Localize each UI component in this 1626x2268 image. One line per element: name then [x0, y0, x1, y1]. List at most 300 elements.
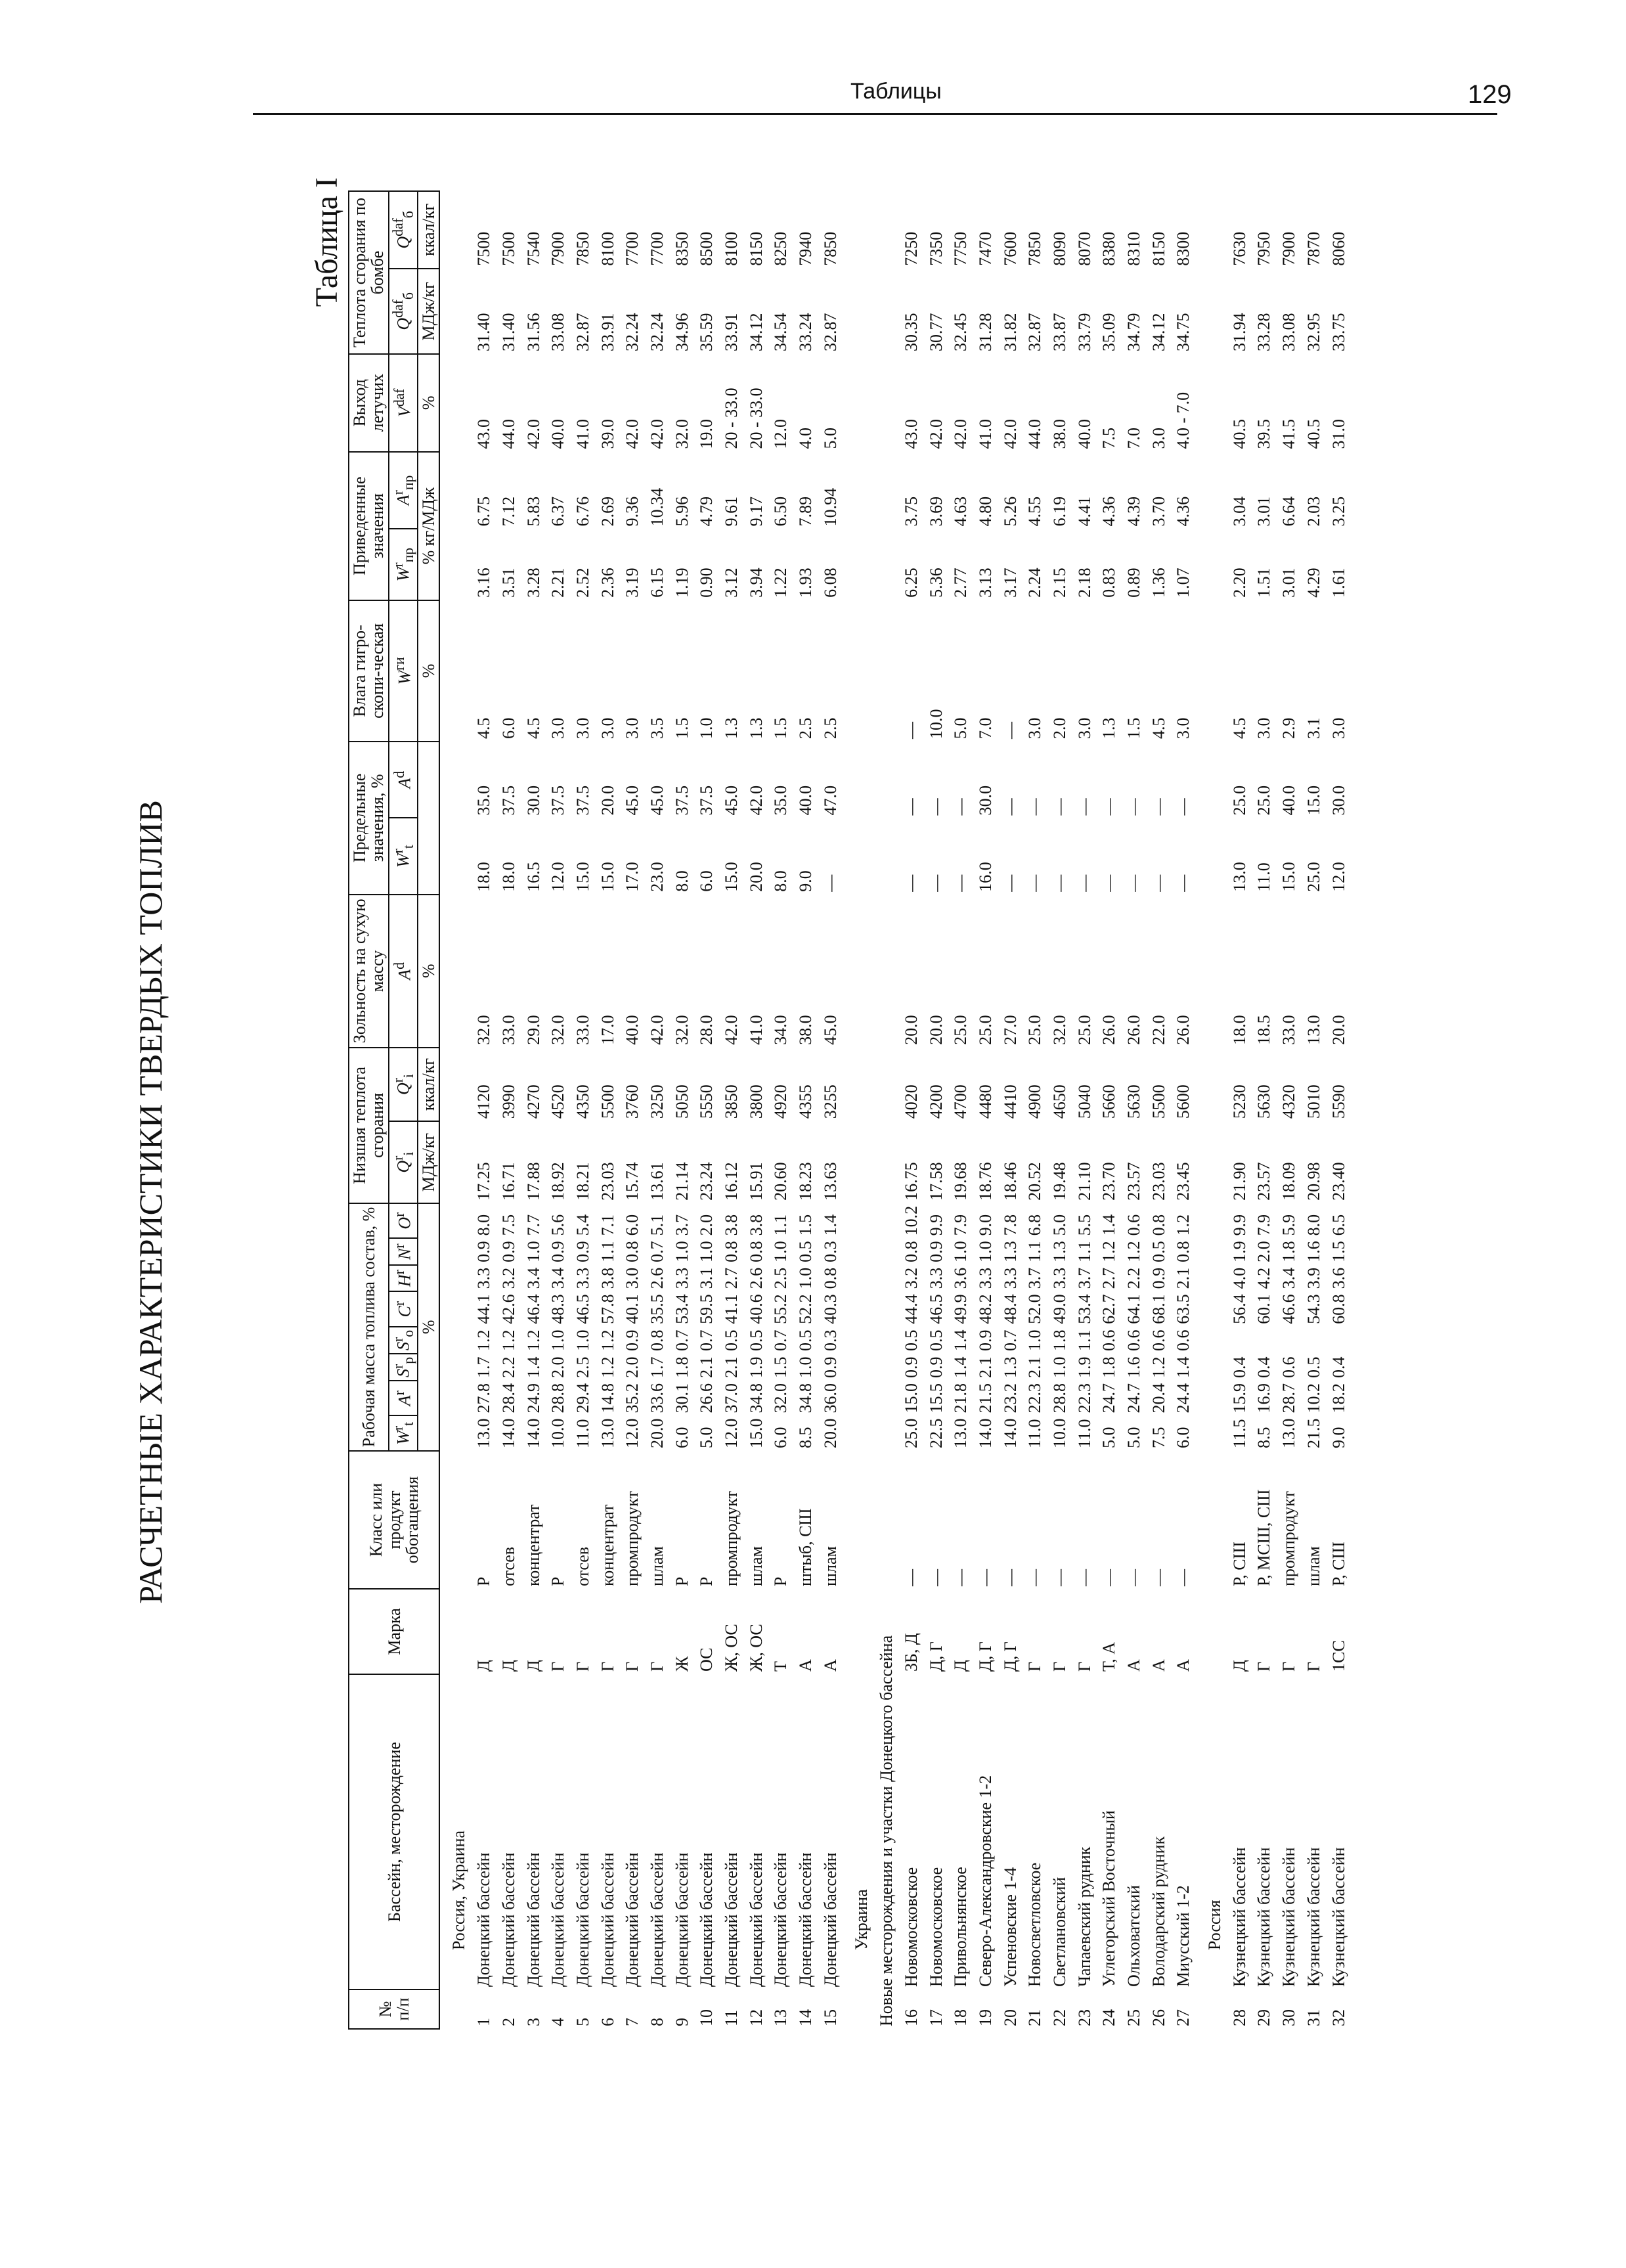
table-cell: 43.0 [474, 419, 494, 449]
table-cell: 31.56 [523, 313, 543, 351]
table-cell: Светлановский [1049, 1877, 1069, 1987]
table-cell: 5.0 [697, 1427, 716, 1448]
table-cell: 27.8 [474, 1383, 494, 1413]
table-cell: 4.79 [697, 496, 716, 527]
table-cell: 55.2 [771, 1294, 791, 1324]
table-row [818, 191, 843, 2029]
table-cell: 6.76 [573, 496, 592, 527]
col-volatile: Выход летучих [349, 354, 389, 452]
table-cell: 13.0 [474, 1418, 494, 1448]
table-cell: Чапаевский рудник [1074, 1846, 1094, 1987]
table-cell: 3255 [820, 1084, 840, 1119]
table-cell: 32.45 [951, 313, 971, 351]
table-row [924, 191, 949, 2029]
table-cell: 10.0 [1049, 1418, 1069, 1448]
table-cell: Р, СШ [1229, 1542, 1249, 1586]
table-cell: 6.0 [1174, 1427, 1193, 1448]
table-cell: 6.75 [474, 496, 494, 527]
table-cell: 2.5 [771, 1267, 791, 1289]
table-cell: 25.0 [1229, 785, 1249, 816]
table-cell: 38.0 [1049, 419, 1069, 449]
table-cell: 4270 [523, 1084, 543, 1119]
table-cell: 1.36 [1149, 567, 1168, 598]
table-cell: Миусский 1-2 [1174, 1885, 1193, 1987]
table-cell: 34.96 [672, 313, 692, 351]
table-cell: 22.3 [1025, 1383, 1045, 1413]
table-cell: 2.1 [1025, 1356, 1045, 1378]
table-cell: 21.5 [975, 1383, 995, 1413]
table-cell: 0.8 [746, 1241, 766, 1262]
table-cell: — [951, 874, 971, 892]
col-num: № п/п [349, 1990, 439, 2029]
table-cell: 1.8 [1279, 1241, 1299, 1262]
table-cell: 3.7 [672, 1214, 692, 1236]
table-cell: 29.0 [523, 1015, 543, 1045]
sym-h: $H^r$ [389, 1265, 418, 1292]
table-cell: Новосветловское [1025, 1862, 1045, 1987]
table-cell: 4.36 [1099, 496, 1119, 527]
table-cell: 0.7 [697, 1329, 716, 1351]
table-cell: 17.58 [926, 1162, 946, 1201]
table-cell: 8350 [672, 231, 692, 266]
table-cell: 44.1 [474, 1294, 494, 1324]
table-cell: 21.5 [1304, 1418, 1323, 1448]
table-cell: — [1099, 874, 1119, 892]
table-cell: 18.0 [1229, 1015, 1249, 1045]
table-cell: 1.5 [771, 1356, 791, 1378]
table-cell: 15 [820, 2009, 840, 2026]
header-rule [253, 113, 1497, 115]
table-cell: 7700 [647, 231, 667, 266]
table-cell: 20.4 [1149, 1383, 1168, 1413]
table-cell: Донецкий бассейн [598, 1852, 617, 1987]
table-label: Таблица I [309, 177, 344, 307]
table-cell: Донецкий бассейн [796, 1852, 816, 1987]
table-cell: 37.5 [573, 785, 592, 816]
table-cell: 1.0 [548, 1329, 568, 1351]
table-cell: 1.9 [1074, 1356, 1094, 1378]
col-ash-dry: Зольность на сухую массу [349, 895, 389, 1048]
table-cell: А [1124, 1659, 1144, 1672]
table-cell: 4480 [975, 1084, 995, 1119]
table-cell: 20 [1000, 2009, 1020, 2026]
table-cell: 20.0 [926, 1015, 946, 1045]
sym-qb-mj: $Q^{daf}_б$ [389, 269, 418, 354]
table-cell: Ольховатский [1124, 1884, 1144, 1987]
table-cell: 23.03 [1149, 1162, 1168, 1201]
table-cell: 45.0 [647, 785, 667, 816]
sym-wt: $W^r_t$ [389, 818, 418, 894]
table-cell: 6.25 [901, 567, 921, 598]
table-cell: 1.3 [746, 717, 766, 739]
table-cell: 3.3 [672, 1267, 692, 1289]
table-cell: 3.01 [1254, 496, 1274, 527]
table-cell: 7250 [901, 231, 921, 266]
table-cell: 7630 [1229, 231, 1249, 266]
table-cell: 4.41 [1074, 496, 1094, 527]
table-cell: 37.5 [697, 785, 716, 816]
table-cell: — [1000, 1569, 1020, 1586]
table-cell: Кузнецкий бассейн [1304, 1847, 1323, 1987]
table-cell: — [1049, 1569, 1069, 1586]
table-cell: 4.5 [1229, 717, 1249, 739]
table-cell: 1.1 [1074, 1329, 1094, 1351]
table-cell: 23.57 [1124, 1162, 1144, 1201]
table-cell: Д [951, 1660, 971, 1672]
table-cell: 3760 [623, 1084, 642, 1119]
table-cell: 23.2 [1000, 1383, 1020, 1413]
page-number: 129 [1468, 80, 1512, 109]
table-cell: 34.79 [1124, 313, 1144, 351]
table-cell: 20.0 [1329, 1015, 1348, 1045]
table-cell: 3.4 [548, 1267, 568, 1289]
table-cell: 0.9 [474, 1241, 494, 1262]
table-cell: А [796, 1659, 816, 1672]
table-cell: 8100 [722, 231, 741, 266]
sym-a: $A^r$ [389, 1381, 418, 1416]
table-cell: 7.9 [951, 1214, 971, 1236]
table-cell: 20.98 [1304, 1162, 1323, 1201]
table-cell: 2.5 [820, 717, 840, 739]
table-cell: 3.94 [746, 567, 766, 598]
table-cell: 0.8 [820, 1267, 840, 1289]
table-cell: 17.25 [474, 1162, 494, 1201]
table-cell: 30 [1279, 2009, 1299, 2026]
table-cell: — [1025, 1569, 1045, 1586]
table-cell: 7750 [951, 231, 971, 266]
table-cell: шлам [746, 1546, 766, 1586]
table-cell: 30.0 [523, 785, 543, 816]
table-cell: 0.83 [1099, 567, 1119, 598]
table-cell: 3990 [498, 1084, 518, 1119]
table-row [1327, 191, 1351, 2029]
table-cell: Д [523, 1660, 543, 1672]
table-cell: 1.9 [1229, 1241, 1249, 1262]
table-cell: 13.0 [1304, 1015, 1323, 1045]
table-cell: 4.2 [1254, 1267, 1274, 1289]
table-cell: 0.4 [1229, 1356, 1249, 1378]
table-cell: 3.0 [1025, 717, 1045, 739]
table-cell: 19.0 [697, 419, 716, 449]
table-cell: Г [1279, 1661, 1299, 1672]
table-cell: 3800 [746, 1084, 766, 1119]
table-row [719, 191, 744, 2029]
table-cell: 47.0 [820, 785, 840, 816]
group-subname: Новые месторождения и участки Донецкого бассейна [877, 1635, 896, 2026]
table-row [998, 191, 1023, 2029]
group-subheader [874, 191, 899, 2029]
table-cell: 5600 [1174, 1084, 1193, 1119]
table-cell: 10.2 [1304, 1383, 1323, 1413]
table-cell: 3.1 [1304, 717, 1323, 739]
table-cell: 39.0 [598, 419, 617, 449]
unit-reduced: % кг/МДж [418, 452, 439, 600]
table-cell: 23.57 [1254, 1162, 1274, 1201]
table-cell: 33.28 [1254, 313, 1274, 351]
table-cell: Р [771, 1576, 791, 1586]
table-cell: 6.15 [647, 567, 667, 598]
table-cell: 5500 [1149, 1084, 1168, 1119]
table-cell: 34.12 [746, 313, 766, 351]
table-cell: 7950 [1254, 231, 1274, 266]
table-cell: 2.7 [722, 1267, 741, 1289]
table-cell: 68.1 [1149, 1294, 1168, 1324]
table-cell: 37.0 [722, 1383, 741, 1413]
table-cell: 35.0 [474, 785, 494, 816]
table-cell: 6.19 [1049, 496, 1069, 527]
table-cell: 8.0 [1304, 1214, 1323, 1236]
table-cell: 25.0 [1304, 862, 1323, 892]
table-cell: 5050 [672, 1084, 692, 1119]
table-cell: 32.0 [1049, 1015, 1069, 1045]
table-cell: 48.3 [548, 1294, 568, 1324]
table-cell: 25 [1124, 2009, 1144, 2026]
table-cell: 2.24 [1025, 567, 1045, 598]
table-cell: 7.89 [796, 496, 816, 527]
table-cell: 45.0 [722, 785, 741, 816]
table-cell: 5.0 [1049, 1214, 1069, 1236]
table-cell: Р [672, 1576, 692, 1586]
table-row [744, 191, 769, 2029]
table-cell: 30.0 [975, 785, 995, 816]
table-cell: 0.7 [647, 1241, 667, 1262]
col-bomb-heat: Теплота сгорания по бомбе [349, 191, 389, 354]
table-cell: 4.29 [1304, 567, 1323, 598]
table-cell: 44.0 [1025, 419, 1045, 449]
table-row [1227, 191, 1252, 2029]
sym-apr: $A^r_{пр}$ [389, 452, 418, 529]
table-cell: Д, Г [1000, 1641, 1020, 1672]
table-cell: 8300 [1174, 231, 1193, 266]
table-cell: 0.9 [926, 1241, 946, 1262]
table-body [439, 191, 1351, 2029]
table-cell: 5.26 [1000, 496, 1020, 527]
table-cell: — [901, 1569, 921, 1586]
col-moisture: Влага гигро-скопи-ческая [349, 600, 389, 742]
table-cell: 16.0 [975, 862, 995, 892]
table-row [1022, 191, 1047, 2029]
table-cell: 7350 [926, 231, 946, 266]
table-cell: 2.0 [697, 1214, 716, 1236]
table-cell: 33.87 [1049, 313, 1069, 351]
table-cell: 1.22 [771, 567, 791, 598]
table-cell: 9.36 [623, 496, 642, 527]
table-cell: 3.0 [1254, 717, 1274, 739]
table-cell: 7.1 [598, 1214, 617, 1236]
table-cell: 2.6 [647, 1267, 667, 1289]
table-cell: промпродукт [722, 1491, 741, 1586]
table-cell: 1.9 [746, 1356, 766, 1378]
table-cell: 1.3 [1049, 1241, 1069, 1262]
table-cell: 10.0 [548, 1418, 568, 1448]
table-cell: 18.21 [573, 1162, 592, 1201]
table-cell: 46.5 [926, 1294, 946, 1324]
table-cell: 0.8 [623, 1241, 642, 1262]
table-cell: 0.7 [1000, 1329, 1020, 1351]
table-cell: 0.6 [1099, 1329, 1119, 1351]
table-cell: 37.5 [548, 785, 568, 816]
table-cell: 11 [722, 2009, 741, 2026]
table-cell: 25.0 [901, 1418, 921, 1448]
table-cell: 16.5 [523, 862, 543, 892]
table-cell: 23.70 [1099, 1162, 1119, 1201]
table-cell: 53.4 [1074, 1294, 1094, 1324]
table-cell: 5.0 [820, 428, 840, 449]
table-cell: 59.5 [697, 1294, 716, 1324]
table-cell: 20.0 [647, 1418, 667, 1448]
table-cell: 13.61 [647, 1162, 667, 1201]
table-cell: 56.4 [1229, 1294, 1249, 1324]
table-cell: 12.0 [548, 862, 568, 892]
table-cell: 1.1 [1025, 1241, 1045, 1262]
table-cell: 1.0 [951, 1241, 971, 1262]
table-cell: 0.5 [746, 1329, 766, 1351]
table-cell: 6.0 [771, 1427, 791, 1448]
table-cell: 60.8 [1329, 1294, 1348, 1324]
table-cell: 1.2 [523, 1329, 543, 1351]
table-cell: Г [647, 1661, 667, 1672]
table-cell: 8310 [1124, 231, 1144, 266]
table-cell: 14 [796, 2009, 816, 2026]
table-cell: 44.0 [498, 419, 518, 449]
table-row [1252, 191, 1277, 2029]
table-cell: 6.37 [548, 496, 568, 527]
table-cell: 11.0 [1074, 1419, 1094, 1448]
table-cell: 0.8 [901, 1241, 921, 1262]
table-cell: 7600 [1000, 231, 1020, 266]
table-cell: 1.5 [672, 717, 692, 739]
table-cell: 40.1 [623, 1294, 642, 1324]
table-cell: 0.9 [901, 1356, 921, 1378]
table-cell: 15.0 [901, 1383, 921, 1413]
table-cell: 1.2 [1124, 1241, 1144, 1262]
table-cell: Донецкий бассейн [746, 1852, 766, 1987]
table-cell: 20.0 [820, 1418, 840, 1448]
table-cell: 24.9 [523, 1383, 543, 1413]
group-name: Россия, Украина [449, 1830, 469, 1950]
table-row [1072, 191, 1097, 2029]
table-cell: 3.17 [1000, 567, 1020, 598]
table-cell: 2.21 [548, 567, 568, 598]
table-cell: 32.87 [1025, 313, 1045, 351]
table-cell: 2.15 [1049, 567, 1069, 598]
table-cell: 9.9 [926, 1214, 946, 1236]
table-cell: 2.03 [1304, 496, 1323, 527]
table-cell: — [1074, 874, 1094, 892]
table-cell: 40.0 [1074, 419, 1094, 449]
table-cell: — [926, 798, 946, 816]
table-cell: шлам [1304, 1546, 1323, 1586]
table-cell: 8150 [1149, 231, 1168, 266]
table-cell: 1СС [1329, 1640, 1348, 1672]
table-cell: 0.3 [820, 1241, 840, 1262]
table-cell: Д, Г [975, 1641, 995, 1672]
table-cell: 41.5 [1279, 419, 1299, 449]
table-cell: 43.0 [901, 419, 921, 449]
table-cell: 5630 [1254, 1084, 1274, 1119]
table-cell: Г [573, 1661, 592, 1672]
table-cell: 2.52 [573, 567, 592, 598]
table-cell: 20.0 [901, 1015, 921, 1045]
sym-wpr: $W^r_{пр}$ [389, 529, 418, 600]
table-cell [1327, 1327, 1351, 1354]
table-cell: 35.2 [623, 1383, 642, 1413]
unit-kcalkg2: ккал/кг [418, 191, 439, 269]
table-cell: 15.9 [1229, 1383, 1249, 1413]
table-cell: 3.7 [1074, 1267, 1094, 1289]
fuel-table [348, 190, 1351, 2030]
table-cell: 34.8 [796, 1383, 816, 1413]
table-row [793, 191, 818, 2029]
table-cell: 4350 [573, 1084, 592, 1119]
table-cell: 14.0 [498, 1418, 518, 1448]
table-cell: промпродукт [623, 1491, 642, 1586]
table-cell: 22.5 [926, 1418, 946, 1448]
table-cell: шлам [820, 1546, 840, 1586]
table-cell: 3.3 [573, 1267, 592, 1289]
unit-kcalkg: ккал/кг [418, 1048, 439, 1121]
table-cell: 1.3 [1099, 717, 1119, 739]
table-cell: 7.0 [975, 717, 995, 739]
table-cell: 40.6 [746, 1294, 766, 1324]
table-cell: 5630 [1124, 1084, 1144, 1119]
table-cell: 42.0 [1000, 419, 1020, 449]
table-cell: 3.01 [1279, 567, 1299, 598]
table-cell: Донецкий бассейн [623, 1852, 642, 1987]
table-cell: 0.5 [926, 1329, 946, 1351]
table-cell: Привольнянское [951, 1867, 971, 1987]
table-cell: 60.1 [1254, 1294, 1274, 1324]
table-cell: 18.0 [498, 862, 518, 892]
table-cell: 2.7 [1099, 1267, 1119, 1289]
table-cell: 15.5 [926, 1383, 946, 1413]
section-title: Таблицы [850, 79, 942, 104]
table-cell: 4 [548, 2018, 568, 2026]
table-cell: 1.4 [1174, 1356, 1193, 1378]
table-cell: Г [1025, 1661, 1045, 1672]
table-cell: 46.5 [573, 1294, 592, 1324]
table-cell: 2.5 [573, 1356, 592, 1378]
table-cell: 18 [951, 2009, 971, 2026]
table-cell: 7870 [1304, 231, 1323, 266]
table-cell: 0.9 [1149, 1267, 1168, 1289]
table-cell: 42.0 [647, 1015, 667, 1045]
table-cell: Новомосковское [901, 1867, 921, 1987]
table-cell: 3.4 [523, 1267, 543, 1289]
table-cell: 21 [1025, 2009, 1045, 2026]
table-cell: 20.52 [1025, 1162, 1045, 1201]
table-cell: 1.8 [1099, 1356, 1119, 1378]
table-cell: Донецкий бассейн [820, 1852, 840, 1987]
table-cell [1227, 1327, 1252, 1354]
table-cell: 10.34 [647, 487, 667, 527]
table-cell: 24.4 [1174, 1383, 1193, 1413]
table-cell: 32.0 [672, 1015, 692, 1045]
table-cell: 11.0 [573, 1419, 592, 1448]
table-cell: — [1174, 874, 1193, 892]
table-row [670, 191, 695, 2029]
table-cell: Р [474, 1576, 494, 1586]
table-cell: 6.0 [498, 717, 518, 739]
table-cell: 0.3 [820, 1329, 840, 1351]
sym-w: $W^r_t$ [389, 1416, 418, 1452]
table-cell: 31.94 [1229, 313, 1249, 351]
table-cell: 5.0 [1099, 1427, 1119, 1448]
table-cell: — [1000, 721, 1020, 739]
table-cell: отсев [573, 1546, 592, 1586]
table-cell: 33.0 [1279, 1015, 1299, 1045]
unit-moisture: % [418, 600, 439, 742]
